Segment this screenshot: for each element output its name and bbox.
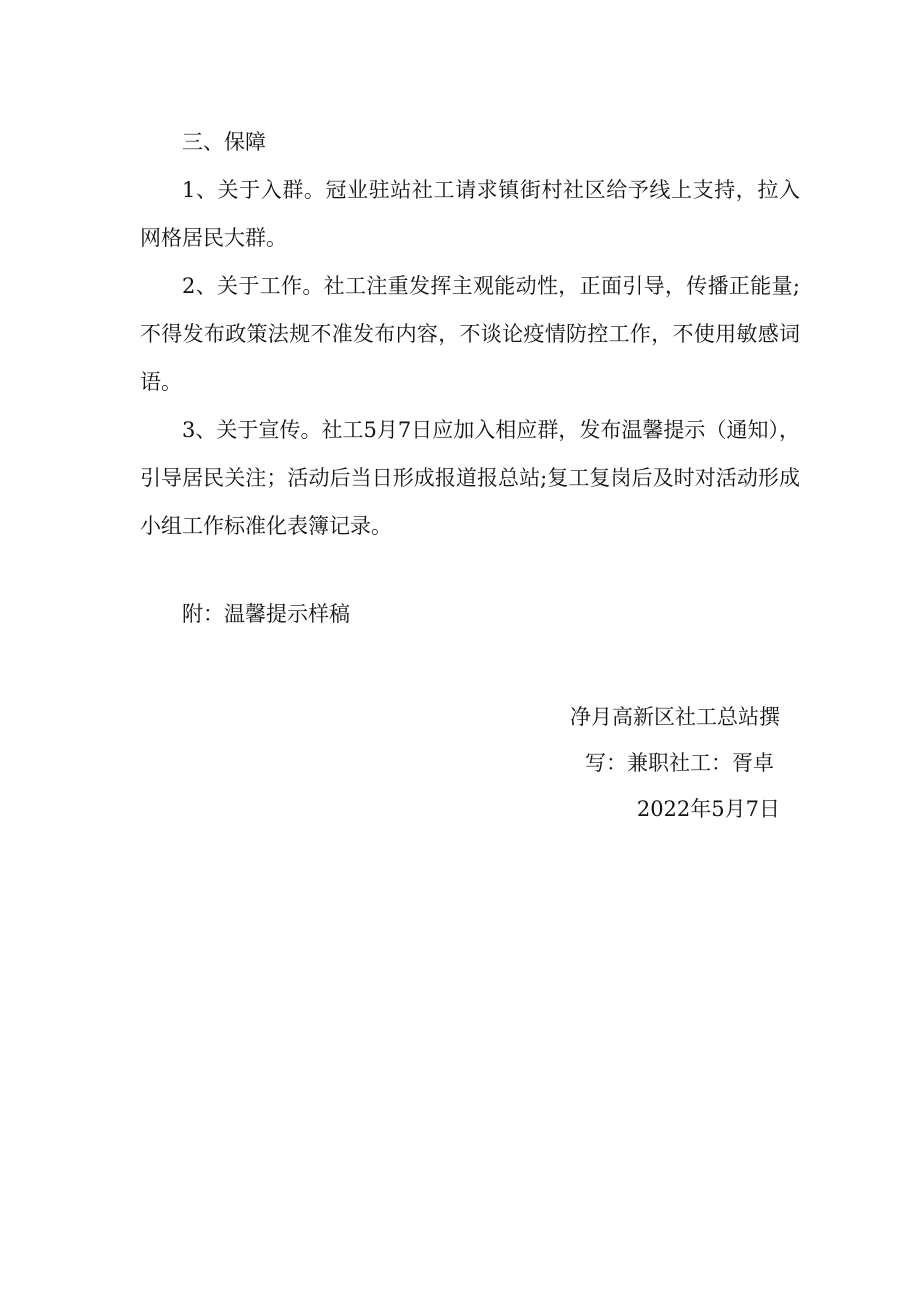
document-body — [140, 118, 800, 638]
paragraph-2: 2、关于工作。社工注重发挥主观能动性，正面引导，传播正能量;不得发布政策法规不准发布内容，不谈论疫情防控工作，不使用敏感词语。 — [140, 274, 800, 394]
signature-line-1: 净月高新区社工总站撰 — [570, 705, 780, 729]
attachment-note: 附：温馨提示样稿 — [182, 602, 350, 626]
section-heading: 三、保障 — [182, 130, 266, 154]
signature-block — [480, 694, 780, 832]
signature-date: 2022年5月7日 — [636, 797, 780, 821]
paragraph-1: 1、关于入群。冠业驻站社工请求镇街村社区给予线上支持，拉入网格居民大群。 — [140, 178, 800, 250]
signature-line-2: 写：兼职社工：胥卓 — [585, 751, 774, 775]
paragraph-3: 3、关于宣传。社工5月7日应加入相应群，发布温馨提示（通知），引导居民关注；活动后当日形成报道报总站;复工复岗后及时对活动形成小组工作标准化表簿记录。 — [140, 418, 800, 538]
